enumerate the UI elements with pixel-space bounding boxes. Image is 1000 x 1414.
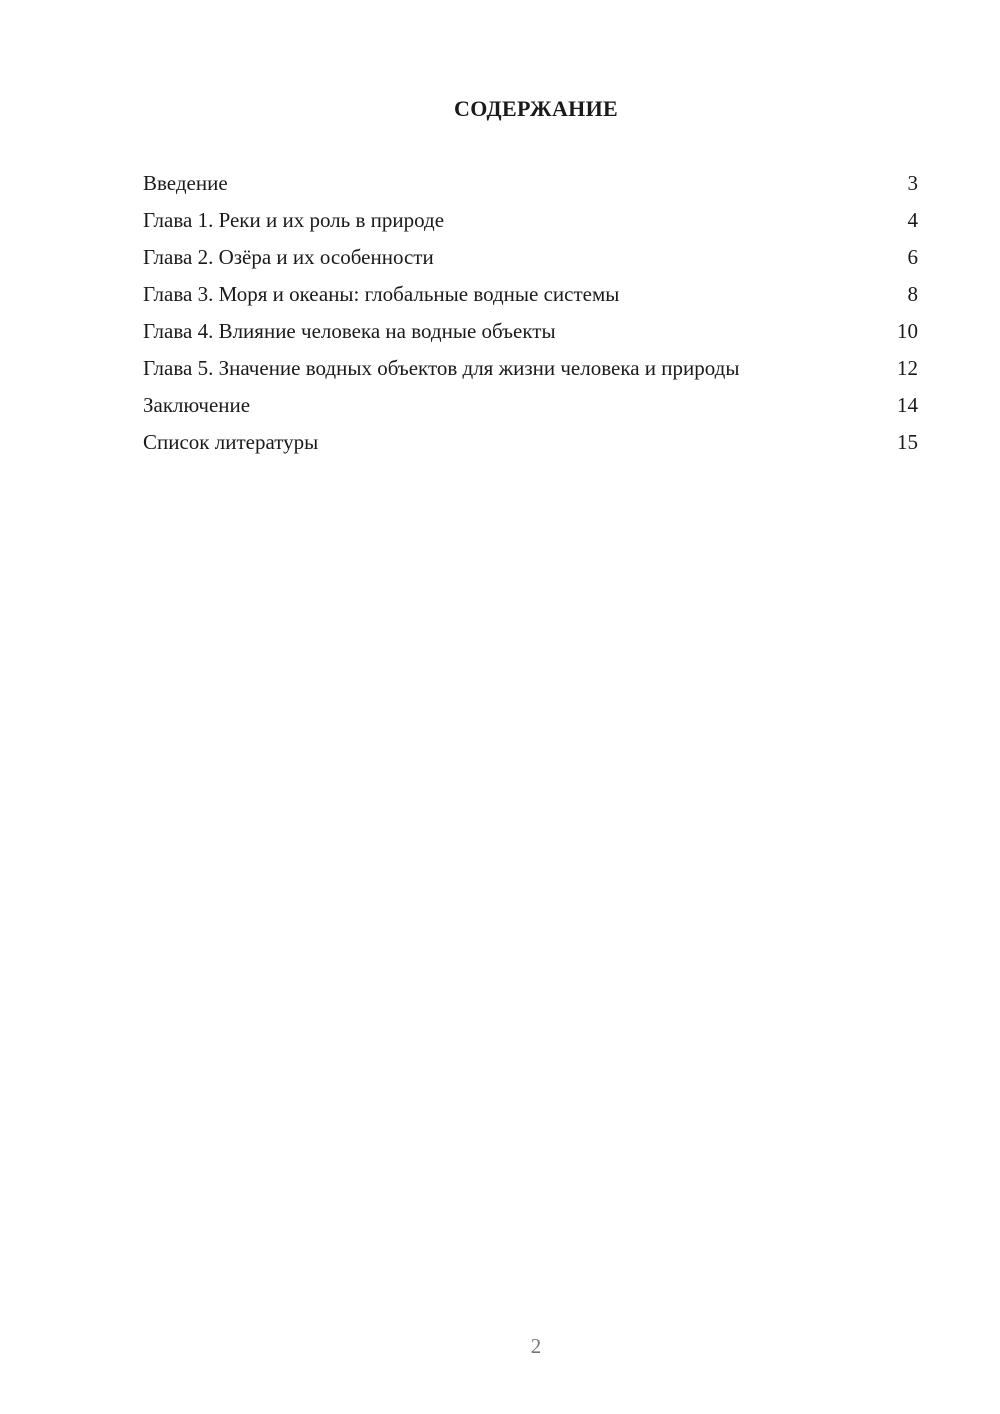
toc-entry-label: Глава 1. Реки и их роль в природе [143, 208, 445, 232]
toc-entry-label: Заключение [143, 393, 251, 417]
toc-entry [143, 281, 918, 307]
toc-entry-page: 4 [907, 208, 918, 232]
toc-entry-label: Глава 4. Влияние человека на водные объекты [143, 319, 556, 343]
page-number: 2 [530, 1334, 542, 1358]
table-of-contents [143, 170, 918, 466]
toc-entry [143, 318, 918, 344]
toc-entry-label: Глава 3. Моря и океаны: глобальные водные системы [143, 282, 620, 306]
toc-entry-page: 3 [907, 171, 918, 195]
toc-entry-page: 14 [897, 393, 918, 417]
toc-entry [143, 429, 918, 455]
toc-entry-label: Введение [143, 171, 228, 195]
toc-entry-page: 12 [897, 356, 918, 380]
toc-entry [143, 207, 918, 233]
toc-entry-label: Глава 5. Значение водных объектов для жизни человека и природы [143, 356, 740, 380]
toc-entry [143, 355, 918, 381]
toc-entry-page: 15 [897, 430, 918, 454]
toc-entry-label: Список литературы [143, 430, 319, 454]
toc-entry-label: Глава 2. Озёра и их особенности [143, 245, 434, 269]
toc-entry-page: 6 [907, 245, 918, 269]
toc-entry-page: 8 [907, 282, 918, 306]
toc-entry-page: 10 [897, 319, 918, 343]
page-title: СОДЕРЖАНИЕ [454, 96, 618, 121]
toc-entry [143, 170, 918, 196]
toc-entry [143, 244, 918, 270]
toc-entry [143, 392, 918, 418]
